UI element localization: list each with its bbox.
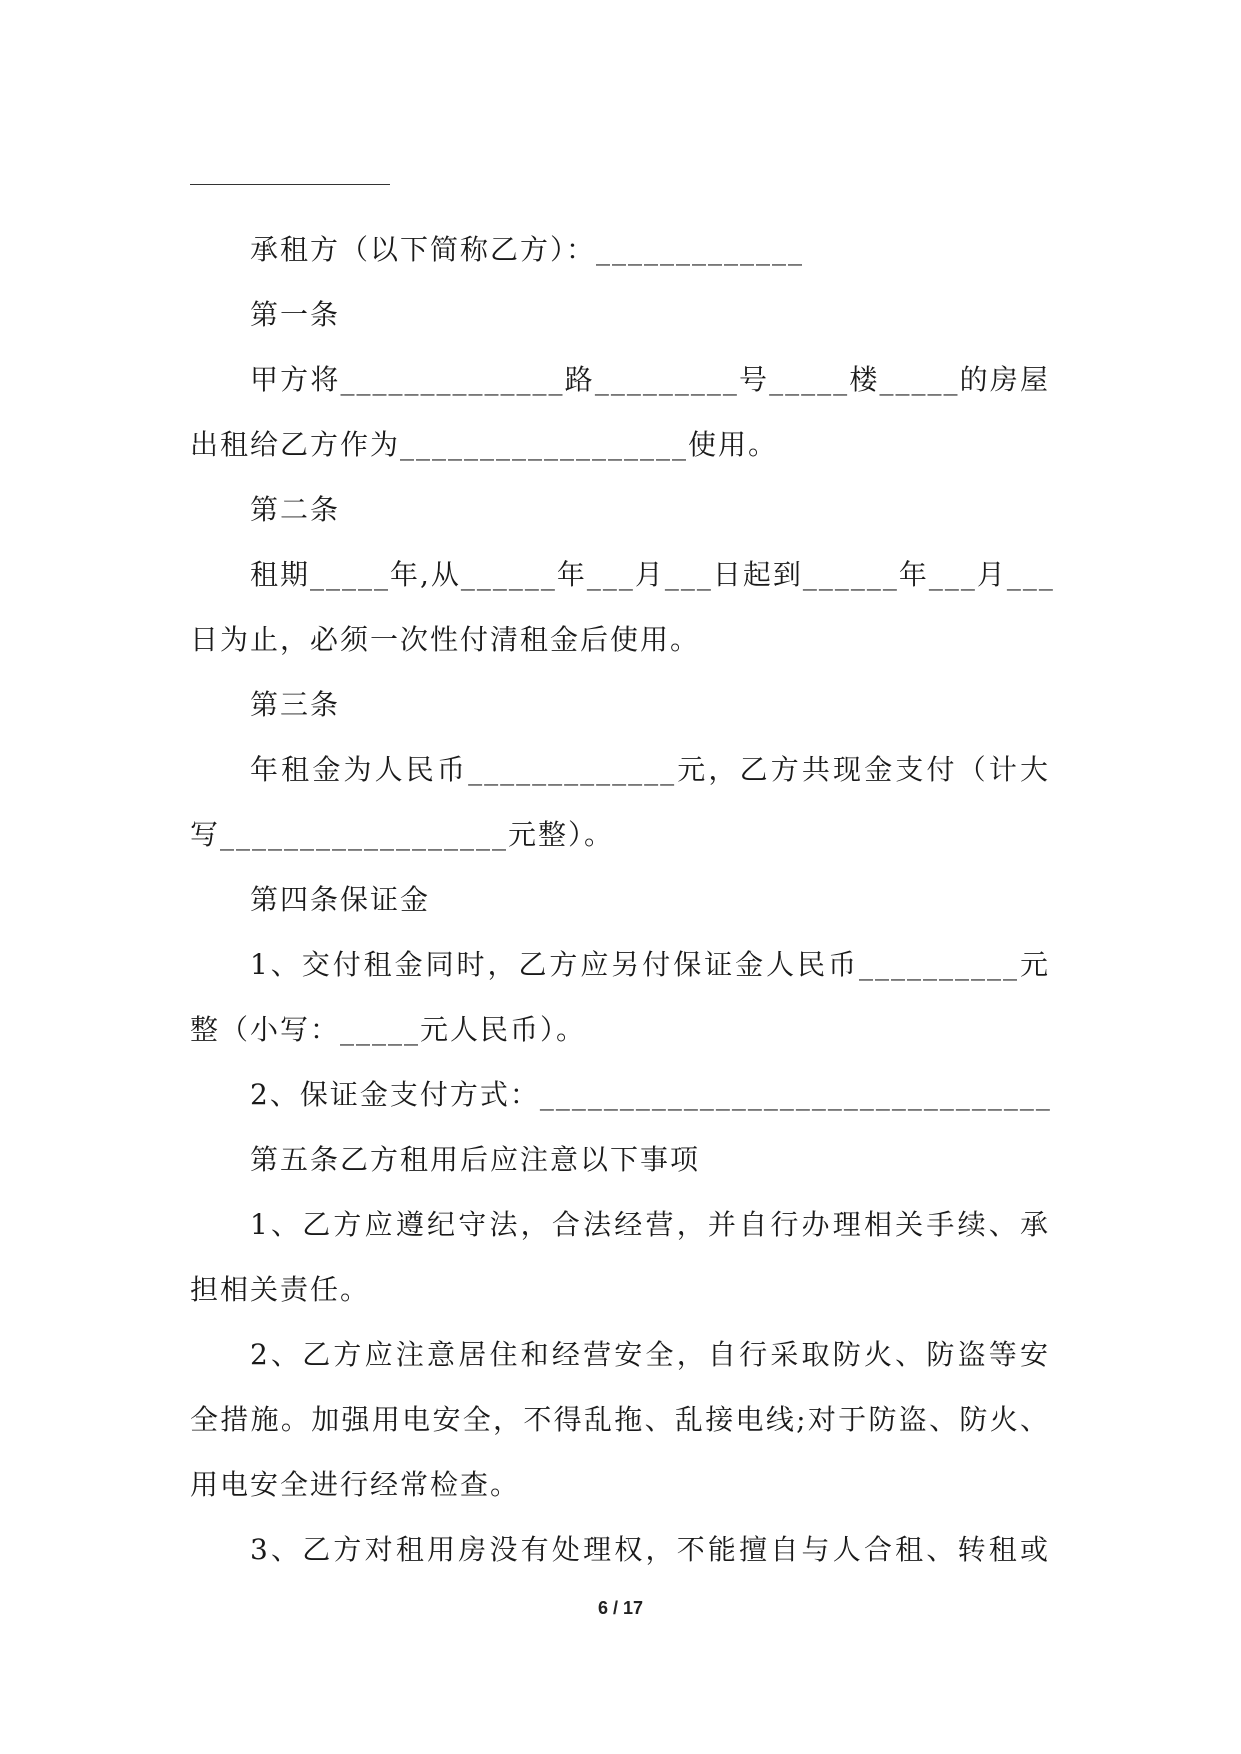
paragraph-line: 出租给乙方作为__________________使用。 [190, 428, 779, 461]
paragraph-line: 写__________________元整）。 [190, 818, 615, 851]
paragraph-line: 担相关责任。 [190, 1273, 371, 1306]
paragraph-line: 1、乙方应遵纪守法，合法经营，并自行办理相关手续、承 [250, 1208, 1050, 1241]
paragraph-line: 用电安全进行经常检查。 [190, 1468, 521, 1501]
paragraph-line: 承租方（以下简称乙方）：_____________ [250, 233, 805, 266]
blank-underline [190, 184, 390, 185]
paragraph-line: 整（小写：_____元人民币）。 [190, 1013, 587, 1046]
section-heading: 第二条 [250, 493, 341, 526]
paragraph-line: 2、乙方应注意居住和经营安全，自行采取防火、防盗等安 [250, 1338, 1050, 1371]
paragraph-line: 年租金为人民币_____________元，乙方共现金支付（计大 [250, 753, 1050, 786]
paragraph-line: 甲方将______________路_________号_____楼_____的房屋 [250, 363, 1050, 396]
section-heading: 第四条保证金 [250, 883, 431, 916]
page-number: 6 / 17 [597, 1598, 644, 1618]
paragraph-line: 租期_____年,从______年___月___日起到______年___月___ [250, 558, 1055, 591]
paragraph-line: 日为止，必须一次性付清租金后使用。 [190, 623, 701, 656]
paragraph-line: 全措施。加强用电安全，不得乱拖、乱接电线;对于防盗、防火、 [190, 1403, 1050, 1436]
paragraph-line: 1、交付租金同时，乙方应另付保证金人民币__________元 [250, 948, 1050, 981]
section-heading: 第三条 [250, 688, 341, 721]
paragraph-line: 3、乙方对租用房没有处理权，不能擅自与人合租、转租或 [250, 1533, 1050, 1566]
section-heading: 第五条乙方租用后应注意以下事项 [250, 1143, 701, 1176]
section-heading: 第一条 [250, 298, 341, 331]
paragraph-line: 2、保证金支付方式：________________________________ [250, 1078, 1052, 1111]
